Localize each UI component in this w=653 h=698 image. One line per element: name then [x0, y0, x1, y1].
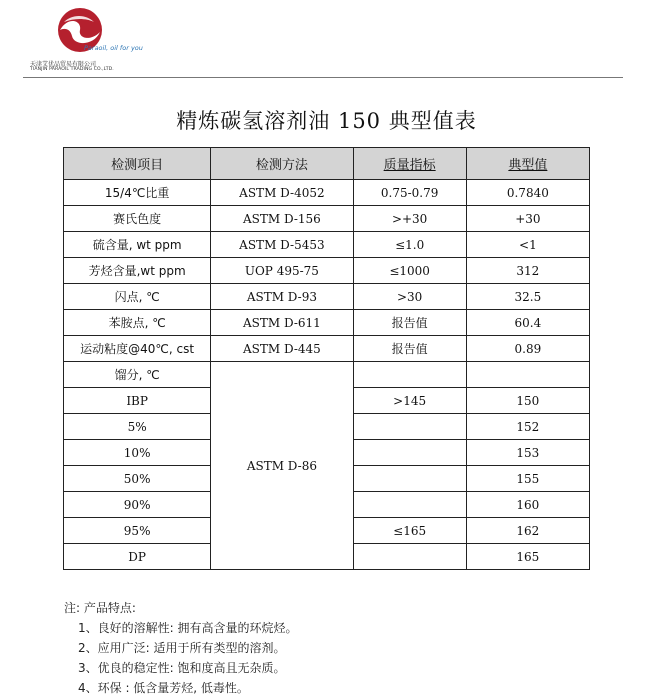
cell-item: 赛氏色度 [64, 206, 211, 232]
cell-spec [353, 466, 466, 492]
cell-spec: >30 [353, 284, 466, 310]
cell-method: ASTM D-156 [211, 206, 353, 232]
cell-value: 312 [466, 258, 589, 284]
cell-item: IBP [64, 388, 211, 414]
note-item: 1、良好的溶解性: 拥有高含量的环烷烃。 [78, 621, 298, 635]
cell-spec: ≤1000 [353, 258, 466, 284]
cell-method-distillation: ASTM D-86 [211, 362, 353, 570]
cell-item: 运动粘度@40℃, cst [64, 336, 211, 362]
cell-spec [353, 414, 466, 440]
cell-value: 165 [466, 544, 589, 570]
cell-spec: >+30 [353, 206, 466, 232]
company-name-en: TIANJIN PARAOIL TRADING CO.,LTD. [30, 67, 114, 72]
cell-value: 60.4 [466, 310, 589, 336]
cell-value: 32.5 [466, 284, 589, 310]
product-notes [64, 598, 298, 698]
cell-spec [353, 440, 466, 466]
cell-spec [353, 544, 466, 570]
cell-item: 50% [64, 466, 211, 492]
cell-spec: >145 [353, 388, 466, 414]
cell-item: 90% [64, 492, 211, 518]
cell-item: 芳烃含量,wt ppm [64, 258, 211, 284]
table-row [64, 310, 590, 336]
header-test-method: 检测方法 [211, 148, 353, 180]
header-divider [23, 77, 623, 78]
cell-value: <1 [466, 232, 589, 258]
note-item: 3、优良的稳定性: 饱和度高且无杂质。 [78, 661, 286, 675]
table-header-row [64, 148, 590, 180]
cell-value: +30 [466, 206, 589, 232]
table-row [64, 336, 590, 362]
cell-spec: ≤165 [353, 518, 466, 544]
cell-item: 5% [64, 414, 211, 440]
cell-method: ASTM D-4052 [211, 180, 353, 206]
cell-method: ASTM D-93 [211, 284, 353, 310]
cell-value: 152 [466, 414, 589, 440]
cell-spec: 报告值 [353, 336, 466, 362]
cell-method: UOP 495-75 [211, 258, 353, 284]
header-test-item: 检测项目 [64, 148, 211, 180]
cell-item: 15/4℃比重 [64, 180, 211, 206]
cell-value: 155 [466, 466, 589, 492]
cell-spec: 报告值 [353, 310, 466, 336]
cell-value: 0.89 [466, 336, 589, 362]
document-title: 精炼碳氢溶剂油 150 典型值表 [176, 109, 477, 133]
cell-item: 苯胺点, ℃ [64, 310, 211, 336]
cell-value: 150 [466, 388, 589, 414]
cell-value: 160 [466, 492, 589, 518]
table-row [64, 206, 590, 232]
cell-spec: 0.75-0.79 [353, 180, 466, 206]
cell-item: 10% [64, 440, 211, 466]
cell-item: 馏分, ℃ [64, 362, 211, 388]
cell-value [466, 362, 589, 388]
cell-value: 153 [466, 440, 589, 466]
note-item: 4、环保 : 低含量芳烃, 低毒性。 [78, 681, 249, 695]
cell-item: 闪点, ℃ [64, 284, 211, 310]
cell-item: DP [64, 544, 211, 570]
table-row [64, 258, 590, 284]
cell-spec: ≤1.0 [353, 232, 466, 258]
spec-table [63, 147, 590, 570]
table-row [64, 362, 590, 388]
company-name-cn: 天津艾优品贸易有限公司 [30, 61, 97, 68]
cell-item: 95% [64, 518, 211, 544]
cell-method: ASTM D-445 [211, 336, 353, 362]
header-quality-spec: 质量指标 [353, 148, 466, 180]
header-typical-value: 典型值 [466, 148, 589, 180]
table-row [64, 284, 590, 310]
cell-method: ASTM D-5453 [211, 232, 353, 258]
notes-title: 注: 产品特点: [64, 601, 136, 615]
table-row [64, 232, 590, 258]
cell-spec [353, 492, 466, 518]
table-row [64, 180, 590, 206]
note-item: 2、应用广泛: 适用于所有类型的溶剂。 [78, 641, 286, 655]
page-header [0, 0, 653, 80]
cell-spec [353, 362, 466, 388]
cell-value: 0.7840 [466, 180, 589, 206]
company-slogan: Paraoil, oil for you [84, 44, 143, 52]
cell-item: 硫含量, wt ppm [64, 232, 211, 258]
cell-value: 162 [466, 518, 589, 544]
cell-method: ASTM D-611 [211, 310, 353, 336]
